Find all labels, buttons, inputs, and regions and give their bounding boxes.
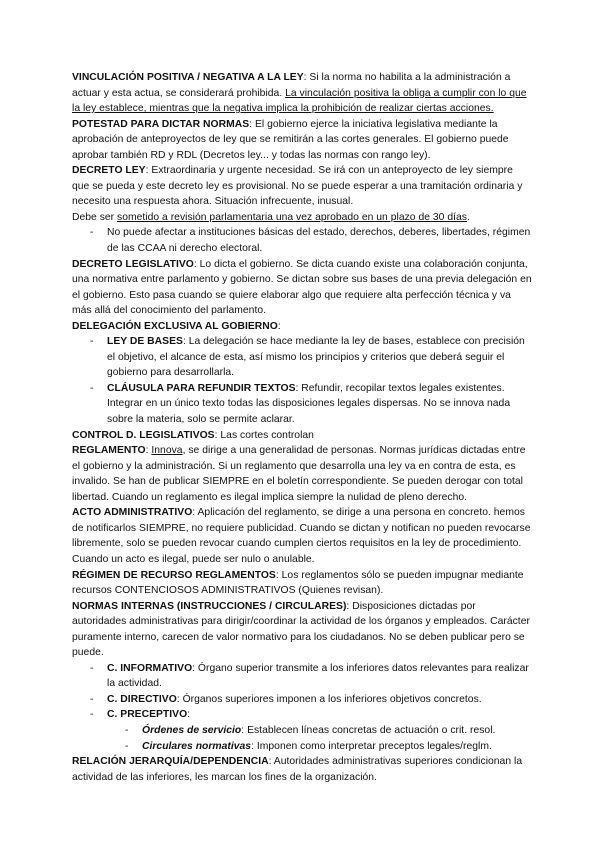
term-normas-internas: NORMAS INTERNAS (INSTRUCCIONES / CIRCULARES) [72, 600, 347, 612]
term-acto-administrativo: ACTO ADMINISTRATIVO [72, 507, 193, 519]
paragraph-delegacion: DELEGACIÓN EXCLUSIVA AL GOBIERNO: [72, 320, 281, 332]
term-delegacion: DELEGACIÓN EXCLUSIVA AL GOBIERNO [72, 320, 278, 332]
paragraph-vinculacion: VINCULACIÓN POSITIVA / NEGATIVA A LA LEY: Si la norma no habilita a la administración a actuar y esta actua, se considerará prohibida. La vinculación positiva la obliga a cumplir con lo que la ley establece, mientras que la negativa implica la prohibición de realizar ciertas acciones. [72, 72, 527, 115]
term-reglamento: REGLAMENTO [72, 445, 146, 457]
term-regimen: RÉGIMEN DE RECURSO REGLAMENTOS [72, 569, 276, 581]
list-item: - C. DIRECTIVO: Órganos superiores imponen a los inferiores objetivos concretos. [107, 692, 532, 708]
paragraph-decreto-ley-revision: Debe ser sometido a revisión parlamentaria una vez aprobado en un plazo de 30 días. [72, 211, 470, 223]
paragraph-reglamento: REGLAMENTO: Innova, se dirige a una generalidad de personas. Normas jurídicas dictadas entre el gobierno y la administración. Si un reglamento que desarrolla una ley va en contra de esta, es invalido. Se han de publicar SIEMPRE en el boletín correspondiente. Se pueden derogar con total libertad. Cuando un reglamento es ilegal implica siempre la nulidad de pleno derecho. [72, 445, 526, 503]
term-control: CONTROL D. LEGISLATIVOS [72, 429, 215, 441]
term-vinculacion: VINCULACIÓN POSITIVA / NEGATIVA A LA LEY [72, 72, 304, 83]
list-item: - CLÁUSULA PARA REFUNDIR TEXTOS: Refundir, recopilar textos legales existentes. Integrar en un único texto todas las disposiciones legales dispersas. No se innova nada sobre la materia, solo se permite aclarar. [107, 381, 532, 428]
term-clausula: CLÁUSULA PARA REFUNDIR TEXTOS [107, 382, 296, 394]
underlined-text: La vinculación positiva la obliga a cumplir con lo que la ley establece, mientras que la negativa implica la prohibición de realizar ciertas acciones. [72, 87, 527, 115]
underlined-text: Innova [151, 445, 183, 457]
bullet-list [72, 661, 532, 754]
list-item: - No puede afectar a instituciones básicas del estado, derechos, deberes, libertades, régimen de las CCAA ni derecho electoral. [107, 225, 532, 256]
bullet-list [72, 225, 532, 256]
paragraph-regimen: RÉGIMEN DE RECURSO REGLAMENTOS: Los reglamentos sólo se pueden impugnar mediante recursos CONTENCIOSOS ADMINISTRATIVOS (Quienes revisan). [72, 569, 524, 597]
list-item: - LEY DE BASES: La delegación se hace mediante la ley de bases, establece con precisión el objetivo, el alcance de esta, así mismo los principios y criterios que deberá seguir el gobierno para desarrollarla. [107, 334, 532, 381]
term-c-directivo: C. DIRECTIVO [107, 693, 177, 705]
term-ley-de-bases: LEY DE BASES [107, 336, 183, 348]
term-circulares-normativas: Circulares normativas [142, 740, 252, 752]
paragraph-control: CONTROL D. LEGISLATIVOS: Las cortes controlan [72, 429, 314, 441]
list-item: - C. INFORMATIVO: Órgano superior transmite a los inferiores datos relevantes para realizar la actividad. [107, 661, 532, 692]
paragraph-decreto-legislativo: DECRETO LEGISLATIVO: Lo dicta el gobierno. Se dicta cuando existe una colaboración conjunta, una normativa entre parlamento y gobierno. Se dictan sobre sus bases de una previa delegación en el gobierno. Esto pasa cuando se quiere elaborar algo que requiere alta perfección técnica y va más allá del conocimiento del parlamento. [72, 258, 532, 317]
term-relacion: RELACIÓN JERARQUÍA/DEPENDENCIA [72, 756, 269, 768]
document-page [72, 70, 532, 785]
paragraph-acto-administrativo: ACTO ADMINISTRATIVO: Aplicación del reglamento, se dirige a una persona en concreto. hemos de notificarlos SIEMPRE, no requiere publicidad. Cuando se dictan y notifican no pueden revocarse libremente, solo se pueden revocar cuando cumplen ciertos requisitos en la ley de procedimiento. Cuando un acto es ilegal, puede ser nulo o anulable. [72, 507, 531, 565]
sub-list-item: - Circulares normativas: Imponen como interpretar preceptos legales/reglm. [142, 739, 532, 755]
paragraph-decreto-ley: DECRETO LEY: Extraordinaria y urgente necesidad. Se irá con un anteproyecto de ley siempre que se pueda y este decreto ley es provisional. No se puede esperar a una tramitación ordinaria y necesito una respuesta ahora. Situación infrecuente, inusual. [72, 165, 523, 208]
paragraph-normas-internas: NORMAS INTERNAS (INSTRUCCIONES / CIRCULARES): Disposiciones dictadas por autoridades administrativas para dirigir/coordinar la actividad de los órganos y empleados. Carácter puramente interno, carecen de valor normativo para los ciudadanos. No se deben publicar pero se puede. [72, 600, 530, 659]
paragraph-potestad: POTESTAD PARA DICTAR NORMAS: El gobierno ejerce la iniciativa legislativa mediante la aprobación de anteproyectos de ley que se remitirán a las cortes generales. El gobierno puede aprobar también RD y RDL (Decretos ley... y todas las normas con rango ley). [72, 118, 509, 161]
list-item: - C. PRECEPTIVO: - Órdenes de servicio: Establecen líneas concretas de actuación o crit. resol. - Circulares normativas: Imponen como interpretar preceptos legales/reglm. [107, 707, 532, 754]
bullet-list [72, 334, 532, 427]
term-decreto-legislativo: DECRETO LEGISLATIVO [72, 258, 194, 270]
sub-bullet-list [107, 723, 532, 754]
term-ordenes-servicio: Órdenes de servicio [142, 724, 242, 736]
sub-list-item: - Órdenes de servicio: Establecen líneas concretas de actuación o crit. resol. [142, 723, 532, 739]
term-potestad: POTESTAD PARA DICTAR NORMAS [72, 118, 250, 130]
paragraph-relacion: RELACIÓN JERARQUÍA/DEPENDENCIA: Autoridades administrativas superiores condicionan la actividad de las inferiores, les marcan los fines de la organización. [72, 756, 523, 783]
underlined-text: sometido a revisión parlamentaria una vez aprobado en un plazo de 30 días [117, 211, 467, 223]
term-c-preceptivo: C. PRECEPTIVO [107, 709, 188, 721]
term-c-informativo: C. INFORMATIVO [107, 662, 193, 674]
term-decreto-ley: DECRETO LEY [72, 165, 146, 177]
